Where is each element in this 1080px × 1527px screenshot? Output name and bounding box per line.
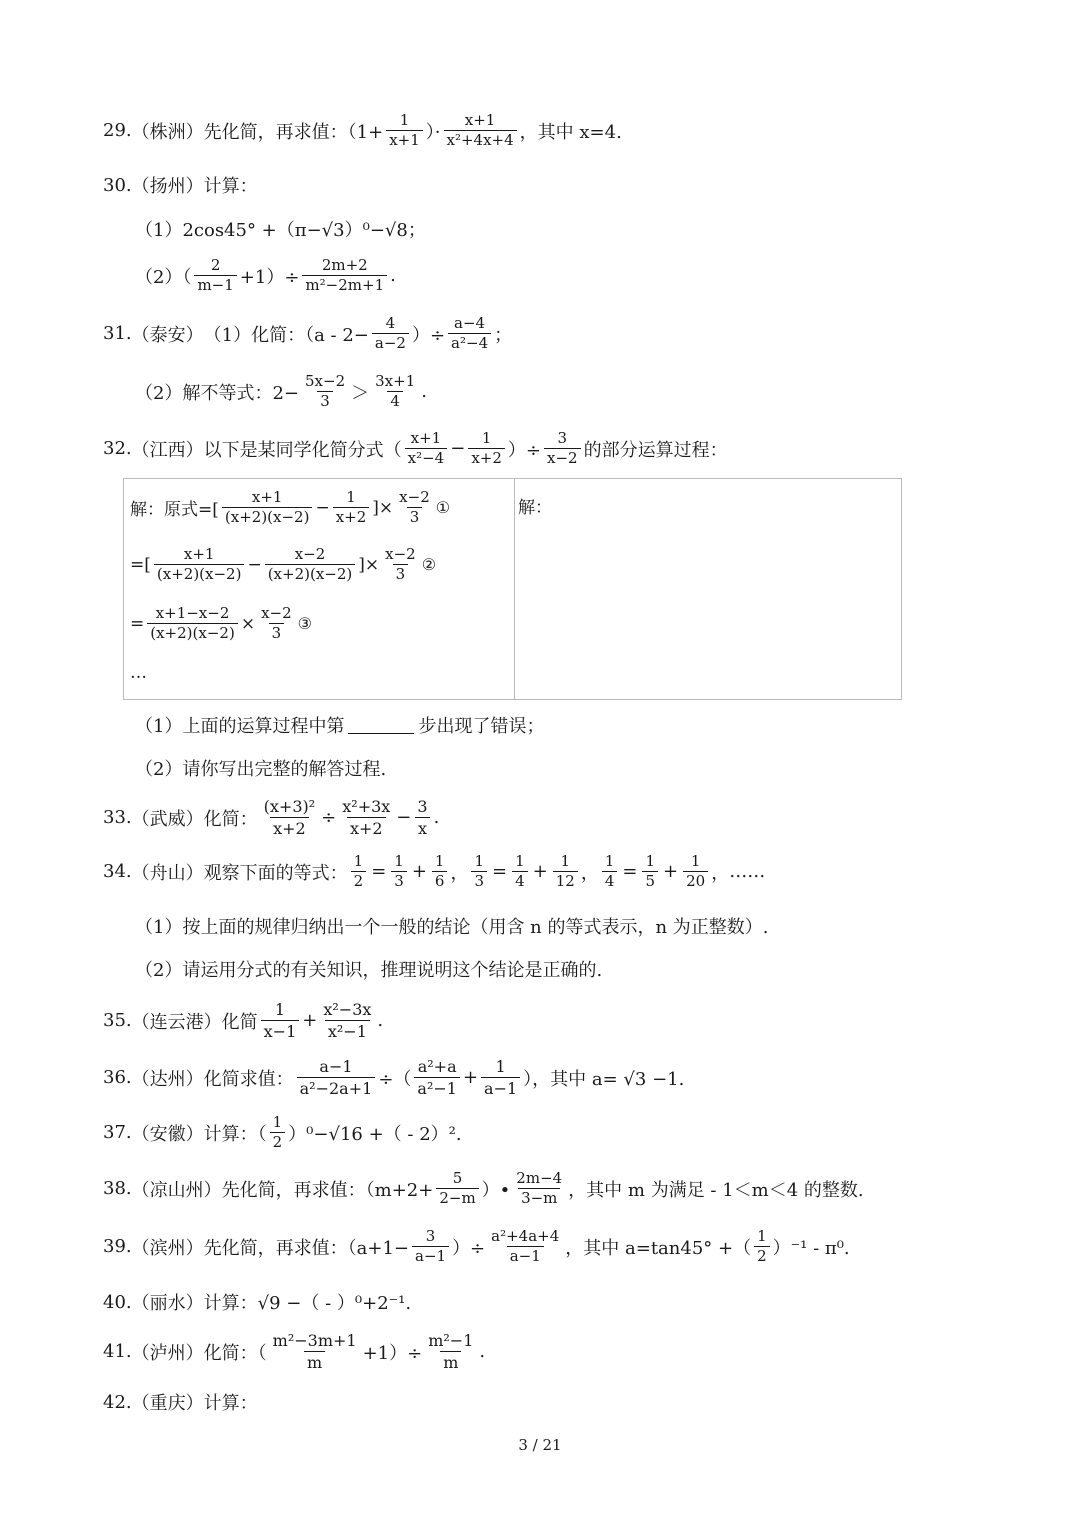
operator: − [450, 438, 466, 459]
problem-number: 33. [103, 807, 132, 828]
fraction: $\frac{1}{x+1}$ [386, 112, 423, 149]
problem-number: 40. [103, 1291, 132, 1313]
operator: ÷ [321, 807, 337, 828]
fraction: $\frac{5x-2}{3}$ [305, 372, 346, 410]
fraction: $\frac{1}{6}$ [432, 853, 448, 890]
fraction: $\frac{\text{a²+a}}{\text{a²−1}}$ [414, 1057, 460, 1098]
problem-text: 先化简，再求值：（1+ [203, 121, 384, 143]
problem-30-part-2 [135, 257, 396, 294]
fraction: $\frac{3}{a-1}$ [412, 1228, 449, 1265]
problem-source: （丽水） [131, 1293, 204, 1314]
fraction: $\frac{x+1-x-2}{(x+2)(x-2)}$ [147, 605, 238, 642]
problem-source: （滨州） [131, 1237, 204, 1259]
separator: ， [580, 862, 599, 884]
fraction: $\frac{\text{m²−3m+1}}{m}$ [272, 1331, 357, 1372]
problem-text: 计算：√9 −（ - ）⁰+2⁻¹. [203, 1293, 412, 1314]
operator: ）• [481, 1179, 511, 1201]
problem-text: ，其中 a=tan45° +（ [565, 1237, 752, 1259]
problem-text: +1）÷ [239, 266, 300, 288]
fraction: $\frac{x+1}{(x+2)(x-2)}$ [154, 546, 245, 583]
fraction: $\frac{2m-4}{3-m}$ [516, 1169, 563, 1207]
fraction: $\frac{2}{m-1}$ [194, 257, 236, 294]
problem-number: 39. [103, 1236, 132, 1257]
page-number: 3 / 21 [518, 1436, 562, 1454]
problem-text: 先化简，再求值：（a+1− [203, 1237, 409, 1259]
problem-text: （1）上面的运算过程中第 [135, 716, 345, 737]
problem-text: 计算： [203, 1393, 258, 1414]
problem-36 [103, 1057, 684, 1098]
solution-ellipsis: … [130, 663, 147, 683]
fraction: $\frac{1}{2}$ [270, 1114, 286, 1151]
problem-text: . [433, 807, 440, 828]
operator: ）÷ [411, 324, 446, 346]
fraction: $\frac{x-2}{3}$ [399, 488, 430, 526]
equation-series [348, 853, 730, 890]
fraction: $\frac{x-2}{3}$ [385, 545, 416, 583]
fraction: $\frac{\text{a²+4a+4}}{a-1}$ [491, 1227, 560, 1265]
problem-31-part-2 [135, 373, 427, 410]
operator: ＞ [351, 382, 370, 404]
problem-30-part-1 [135, 216, 426, 242]
operator: + [462, 1067, 479, 1088]
problem-text: ），其中 a= √3 −1. [523, 1068, 685, 1090]
problem-37 [103, 1114, 462, 1151]
problem-source: （扬州） [131, 176, 204, 197]
fraction: $\frac{1}{x-1}$ [261, 1000, 300, 1041]
fraction: $\frac{a-1}{\text{a²−2a+1}}$ [297, 1057, 376, 1098]
problem-text: . [421, 381, 427, 402]
operator: + [302, 1010, 318, 1031]
problem-34-part-1 [135, 913, 769, 939]
problem-text: ）⁻¹ - π⁰. [772, 1237, 850, 1259]
fraction: $\frac{\text{x²−3x}}{\text{x²−1}}$ [323, 1000, 372, 1041]
problem-number: 37. [103, 1122, 132, 1143]
problem-source: （江西） [131, 439, 204, 461]
ellipsis: …… [729, 861, 766, 882]
problem-text: 计算：（ [203, 1123, 267, 1145]
operator: ÷（ [378, 1068, 412, 1090]
fraction: $\frac{x-2}{3}$ [261, 604, 292, 642]
problem-text: 步出现了错误； [418, 716, 545, 737]
problem-number: 36. [103, 1067, 132, 1088]
operator: +1）÷ [362, 1342, 423, 1364]
problem-32-question-2 [135, 755, 386, 781]
problem-text: ，其中 m 为满足 - 1＜m＜4 的整数. [568, 1179, 864, 1201]
fraction: $\frac{\text{(x+3)²}}{x+2}$ [263, 797, 316, 838]
problem-34-part-2 [135, 956, 602, 982]
problem-text: 化简 [221, 1011, 258, 1033]
problem-number: 34. [103, 861, 132, 882]
operator: + [663, 861, 679, 882]
problem-32-question-1 [135, 712, 544, 738]
fraction: $\frac{1}{2}$ [351, 853, 367, 890]
fraction: $\frac{1}{2}$ [754, 1228, 770, 1265]
problem-text: ； [494, 324, 513, 346]
problem-text: 化简：（ [203, 1342, 267, 1364]
problem-text: ，其中 x=4. [519, 121, 622, 143]
solution-step-2: =[ $\frac{x+1}{(x+2)(x-2)}$ − $\frac{x-2}{(x+2)(x-2)}$ ]× $\frac{x-2}{3}$ ② [130, 545, 437, 583]
problem-text: （2）解不等式：2− [135, 382, 299, 404]
operator: ）· [425, 121, 441, 143]
fraction: $\frac{1}{a-1}$ [481, 1057, 520, 1098]
fraction: $\frac{4}{a-2}$ [372, 315, 409, 352]
operator: = [371, 861, 387, 882]
problem-source: （达州） [131, 1068, 204, 1090]
problem-number: 31. [103, 323, 132, 344]
problem-text: 计算： [203, 176, 258, 197]
problem-text: 化简： [203, 808, 258, 830]
fraction: $\frac{3}{x}$ [414, 797, 430, 838]
fraction: $\frac{2m+2}{\text{m²−2m+1}}$ [302, 257, 387, 294]
answer-blank[interactable] [348, 717, 414, 734]
problem-38 [103, 1170, 864, 1207]
fraction: $\frac{a-4}{\text{a²−4}}$ [448, 315, 491, 352]
separator: ， [711, 862, 730, 884]
fraction: $\frac{x+1}{\text{x²−4}}$ [405, 430, 448, 467]
solution-step-3: = $\frac{x+1-x-2}{(x+2)(x-2)}$ × $\frac{x-2}{3}$ ③ [130, 604, 312, 642]
problem-number: 29. [103, 120, 132, 141]
fraction: $\frac{x+1}{(x+2)(x-2)}$ [222, 489, 313, 526]
problem-source: （泰安） [131, 324, 204, 346]
operator: = [622, 861, 638, 882]
step-marker: ① [435, 498, 451, 517]
answer-label: 解： [518, 498, 552, 518]
problem-source: （泸州） [131, 1342, 204, 1364]
problem-text: ）⁰−√16 +（ - 2）². [288, 1123, 462, 1145]
problem-number: 38. [103, 1178, 132, 1199]
operator: ）÷ [452, 1237, 486, 1259]
fraction: $\frac{1}{20}$ [683, 853, 708, 890]
problem-31 [103, 315, 512, 352]
problem-text: . [377, 1010, 384, 1031]
problem-35 [103, 1000, 383, 1041]
problem-32 [103, 430, 728, 467]
problem-text: （1）按上面的规律归纳出一个一般的结论（用含 n 的等式表示，n 为正整数）. [135, 917, 769, 938]
solution-table [123, 478, 902, 700]
problem-29 [103, 112, 622, 149]
problem-text: （1）2cos45° +（π−√3）⁰−√8； [135, 220, 426, 241]
problem-number: 41. [103, 1341, 132, 1362]
problem-text: . [390, 265, 396, 286]
problem-text: 观察下面的等式： [203, 862, 348, 884]
problem-30 [103, 172, 258, 198]
operator: − [396, 807, 412, 828]
fraction: $\frac{3x+1}{4}$ [375, 372, 416, 410]
separator: ， [450, 862, 469, 884]
fraction: $\frac{\text{m²−1}}{m}$ [428, 1331, 474, 1372]
solution-step-1: 解：原式=[ $\frac{x+1}{(x+2)(x-2)}$ − $\frac{1}{x+2}$ ]× $\frac{x-2}{3}$ ① [130, 488, 451, 526]
problem-text: 以下是某同学化简分式（ [203, 439, 402, 461]
fraction: $\frac{1}{3}$ [391, 853, 407, 890]
fraction: $\frac{3}{x-2}$ [544, 430, 581, 467]
problem-text: . [479, 1341, 486, 1362]
step-marker: ② [421, 555, 437, 574]
fraction: $\frac{1}{12}$ [553, 853, 578, 890]
problem-text: （2）请运用分式的有关知识，推理说明这个结论是正确的. [135, 960, 603, 981]
problem-text: （2）请你写出完整的解答过程. [135, 759, 387, 780]
problem-number: 35. [103, 1010, 132, 1031]
fraction: $\frac{1}{x+2}$ [468, 430, 505, 467]
problem-source: （重庆） [131, 1393, 204, 1414]
problem-text: 的部分运算过程： [583, 439, 728, 461]
problem-source: （舟山） [131, 862, 204, 884]
problem-41 [103, 1331, 485, 1372]
operator: + [532, 861, 548, 882]
fraction: $\frac{1}{4}$ [602, 853, 618, 890]
problem-39 [103, 1228, 850, 1265]
problem-text: 先化简，再求值：（m+2+ [221, 1179, 434, 1201]
problem-34 [103, 853, 765, 890]
fraction: $\frac{x-2}{(x+2)(x-2)}$ [265, 546, 356, 583]
problem-source: （安徽） [131, 1123, 204, 1145]
problem-number: 42. [103, 1391, 132, 1413]
problem-number: 32. [103, 438, 132, 459]
fraction: $\frac{1}{4}$ [512, 853, 528, 890]
problem-source: （凉山州） [131, 1179, 222, 1201]
problem-text: 化简求值： [203, 1068, 294, 1090]
operator: ）÷ [507, 439, 541, 461]
step-marker: ③ [297, 614, 312, 633]
problem-source: （连云港） [131, 1011, 222, 1033]
fraction: $\frac{1}{x+2}$ [333, 489, 370, 526]
fraction: $\frac{5}{2-m}$ [436, 1170, 478, 1207]
problem-42 [103, 1389, 258, 1415]
problem-text: （1）化简：（a - 2− [203, 324, 369, 346]
operator: + [411, 861, 427, 882]
problem-number: 30. [103, 174, 132, 196]
fraction: $\frac{1}{3}$ [471, 853, 487, 890]
operator: = [492, 861, 508, 882]
fraction: $\frac{1}{5}$ [642, 853, 658, 890]
problem-33 [103, 797, 439, 838]
problem-40 [103, 1289, 411, 1315]
fraction: $\frac{x+1}{\text{x²+4x+4}}$ [444, 112, 517, 149]
table-divider [514, 479, 515, 699]
problem-text: （2）（ [135, 266, 192, 288]
problem-source: （武威） [131, 808, 204, 830]
fraction: $\frac{\text{x²+3x}}{x+2}$ [342, 797, 391, 838]
problem-source: （株洲） [131, 121, 204, 143]
